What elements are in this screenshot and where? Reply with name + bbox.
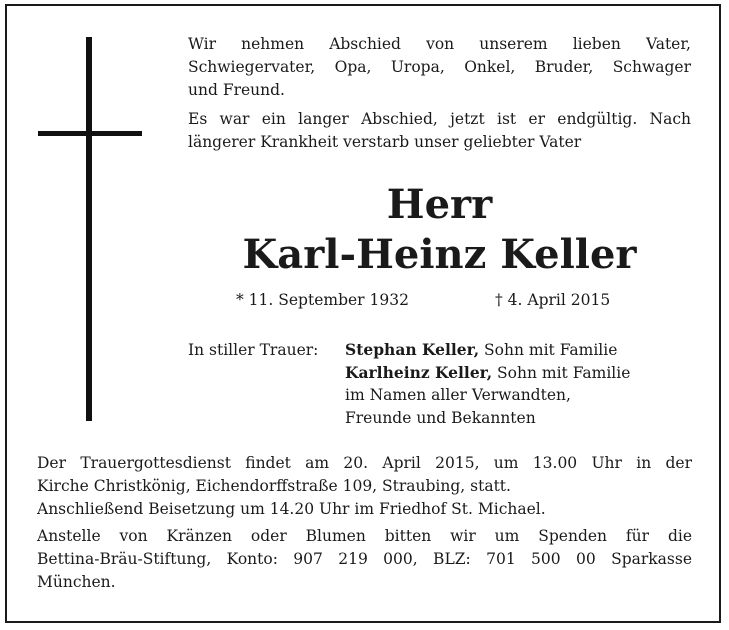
intro-line: und Freund. [188, 81, 285, 99]
donation-line: Bettina-Bräu-Stiftung, Konto: 907 219 000, BLZ: 701 500 00 Sparkasse [37, 550, 692, 568]
birth-date: * 11. September 1932 [236, 291, 409, 309]
mourner-entry [345, 339, 630, 362]
mourner-name: Stephan Keller, [345, 340, 480, 359]
mourners-list [345, 339, 630, 429]
deceased-salutation: Herr [386, 181, 493, 228]
intro-line: Wir nehmen Abschied von unserem lieben Vater, [188, 35, 691, 53]
donation-line: München. [37, 573, 116, 591]
cross-horizontal-bar [38, 131, 142, 136]
farewell-line: Es war ein langer Abschied, jetzt ist er endgültig. Nach [188, 110, 691, 128]
mourners-extra-line: Freunde und Bekannten [345, 408, 536, 427]
donation-paragraph [37, 525, 692, 594]
service-paragraph [37, 452, 692, 521]
mourner-relation: Sohn mit Familie [479, 341, 618, 359]
donation-line: Anstelle von Kränzen oder Blumen bitten wir um Spenden für die [37, 527, 692, 545]
intro-line: Schwiegervater, Opa, Uropa, Onkel, Bruder, Schwager [188, 58, 691, 76]
mourners-extra-line: im Namen aller Verwandten, [345, 386, 571, 404]
farewell-paragraph [188, 108, 691, 154]
service-line: Anschließend Beisetzung um 14.20 Uhr im Friedhof St. Michael. [37, 500, 546, 518]
mourners-label: In stiller Trauer: [188, 341, 319, 359]
deceased-name: Karl-Heinz Keller [242, 231, 637, 278]
service-line: Der Trauergottesdienst findet am 20. April 2015, um 13.00 Uhr in der [37, 454, 692, 472]
mourner-relation: Sohn mit Familie [492, 363, 631, 382]
mourner-entry [345, 362, 630, 385]
death-date: † 4. April 2015 [495, 291, 611, 309]
mourner-name: Karlheinz Keller, [345, 362, 493, 382]
intro-paragraph [188, 33, 691, 102]
service-line: Kirche Christkönig, Eichendorffstraße 109, Straubing, statt. [37, 477, 511, 495]
farewell-line: längerer Krankheit verstarb unser geliebter Vater [188, 133, 582, 151]
cross-vertical-bar [86, 37, 92, 421]
